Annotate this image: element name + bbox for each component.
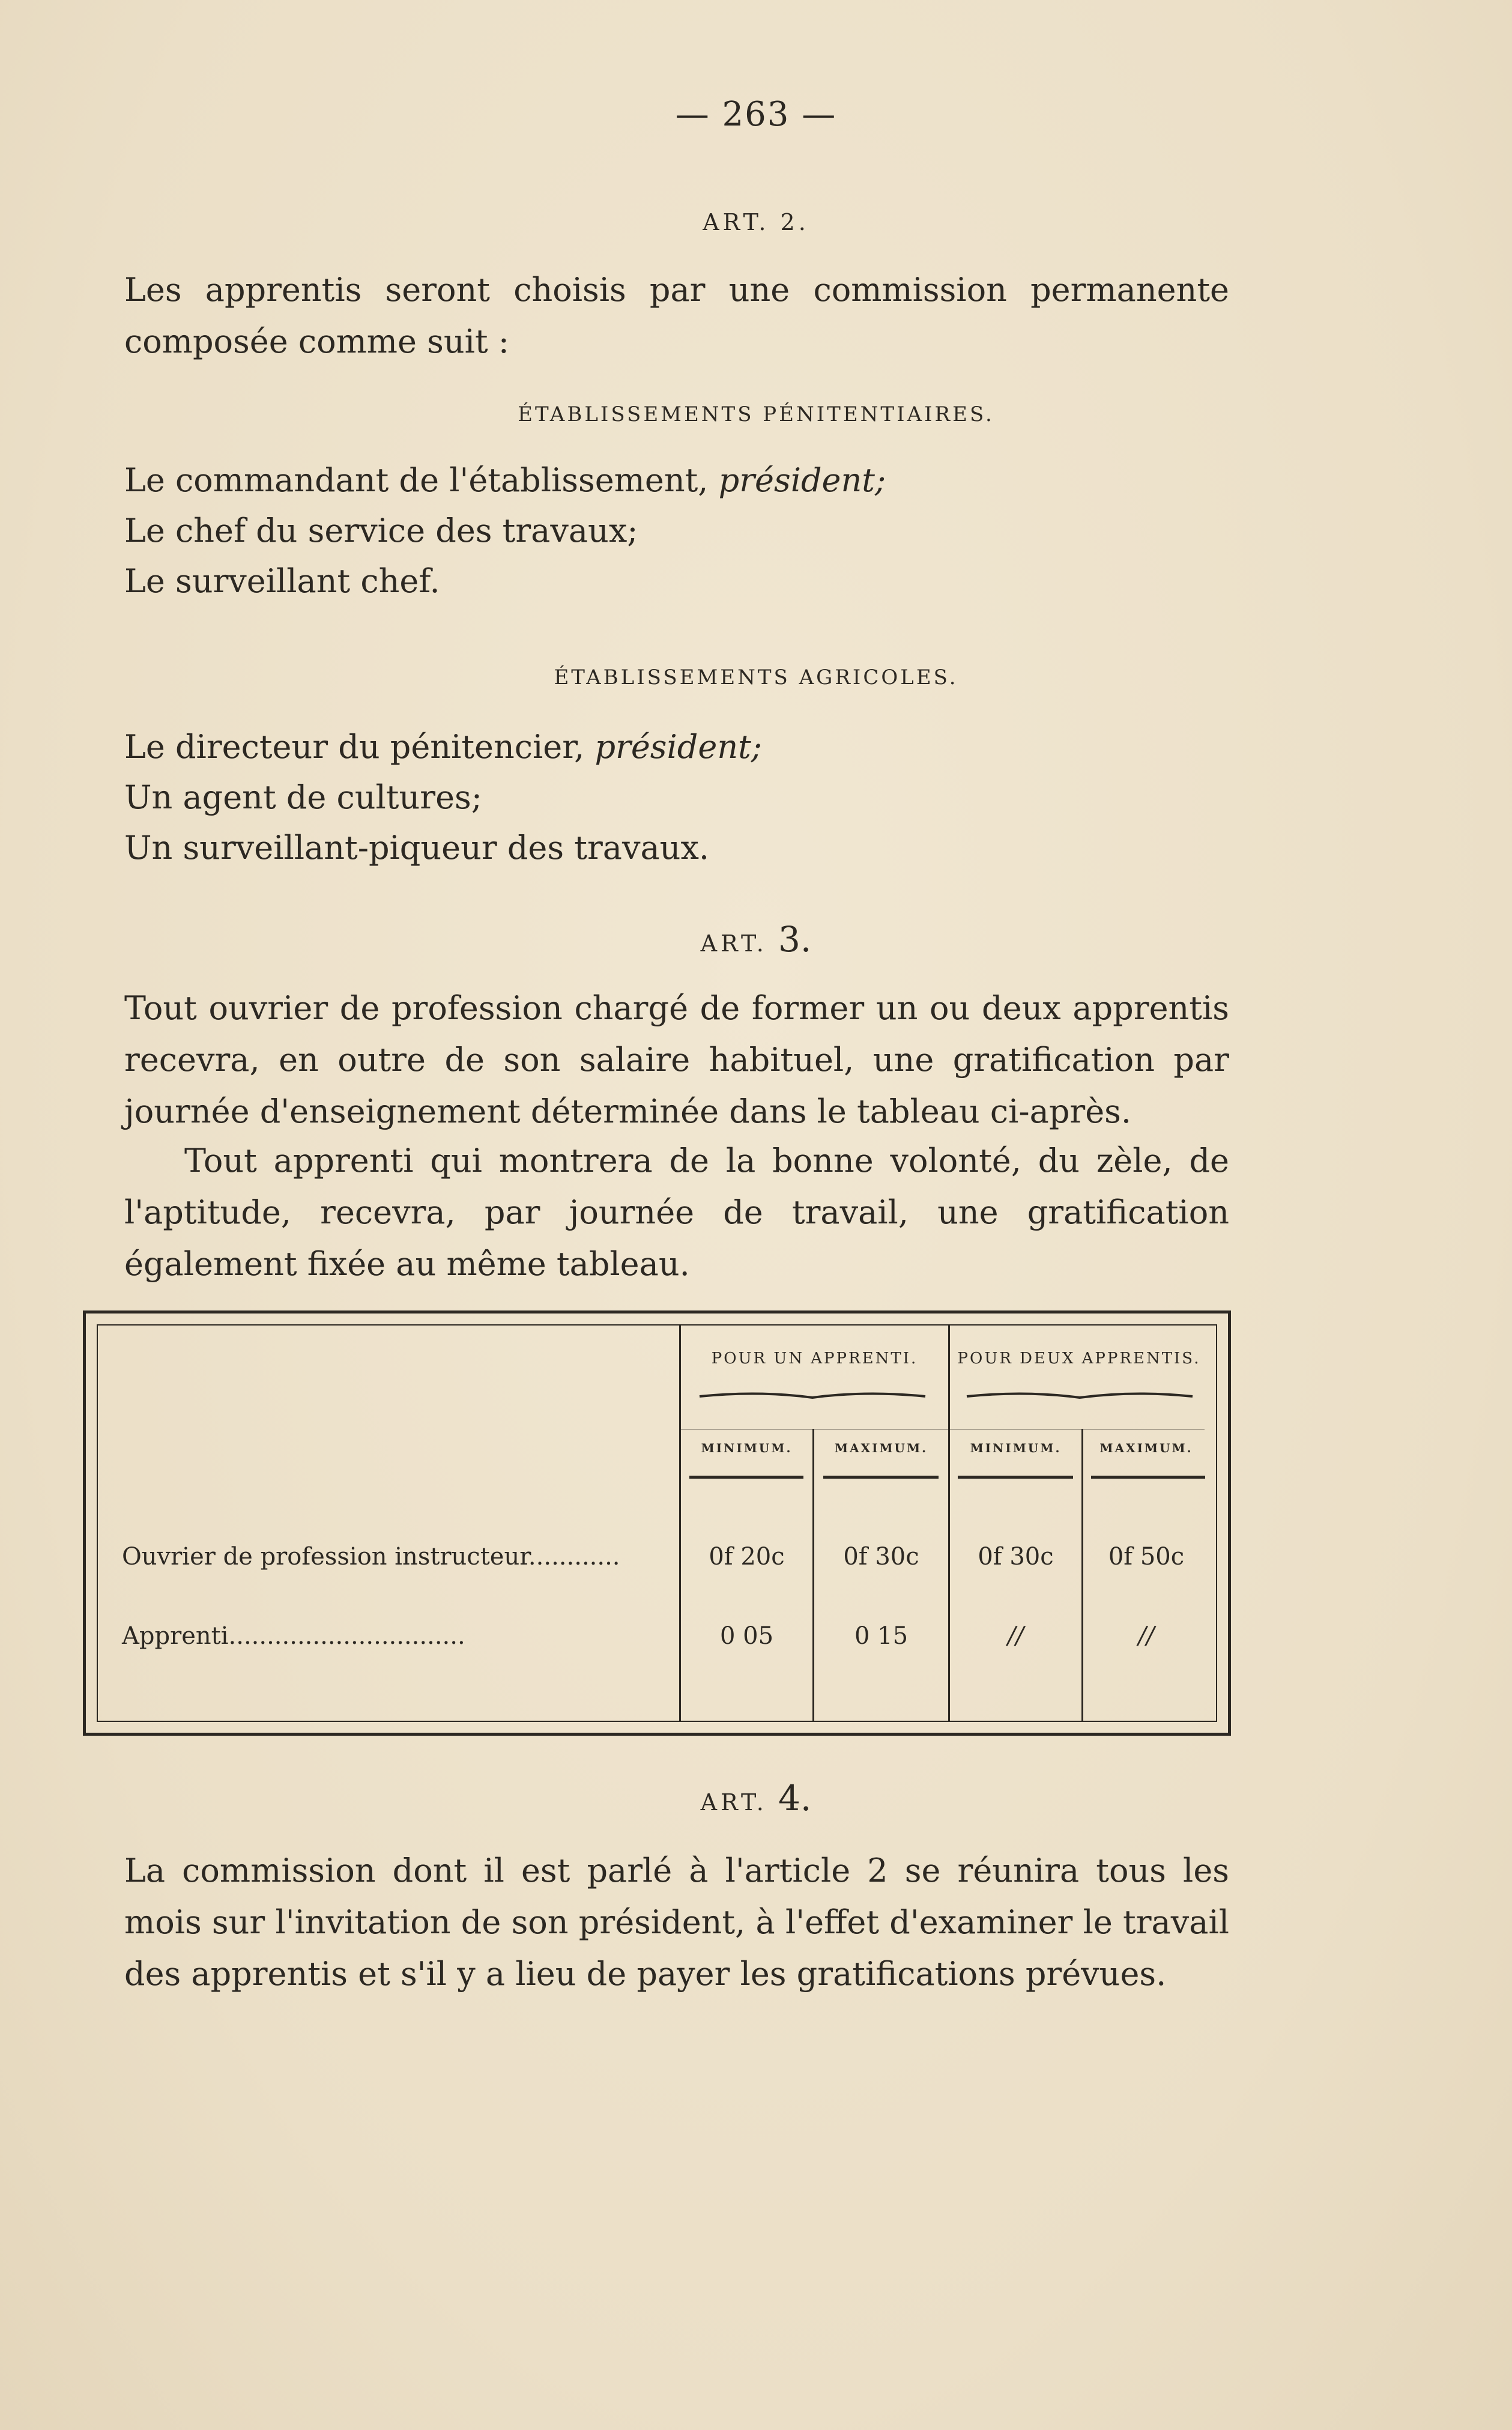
subheader-minimum-1: MINIMUM.: [701, 1441, 793, 1455]
subheader-maximum-1: MAXIMUM.: [834, 1441, 928, 1455]
agricoles-line-3: Un surveillant-piqueur des travaux.: [124, 829, 710, 867]
penitentiaires-line-1: Le commandant de l'établissement, président;: [124, 461, 886, 499]
article-2-heading: ART. 2.: [703, 209, 809, 235]
section-penitentiaires-heading: ÉTABLISSEMENTS PÉNITENTIAIRES.: [518, 402, 994, 426]
article-4-paragraph: La commission dont il est parlé à l'article 2 se réunira tous les mois sur l'invitation de son président, à l'effet d'examiner le travail des apprentis et s'il y a lieu de payer les gratifications prévues.: [124, 1852, 1229, 1993]
subheader-minimum-2: MINIMUM.: [970, 1441, 1062, 1455]
col-separator: [679, 1326, 681, 1721]
page-number: — 263 —: [675, 95, 837, 134]
cell-ouvrier-max-1: 0f 30c: [843, 1543, 919, 1571]
cell-apprenti-max-1: 0 15: [854, 1622, 909, 1650]
row-label-ouvrier: Ouvrier de profession instructeur............: [122, 1543, 620, 1571]
penitentiaires-line-2: Le chef du service des travaux;: [124, 512, 638, 550]
brace-icon: [966, 1388, 1194, 1404]
cell-ouvrier-min-1: 0f 20c: [709, 1543, 785, 1571]
subheader-maximum-2: MAXIMUM.: [1099, 1441, 1193, 1455]
gratification-table: [83, 1310, 1231, 1736]
agricoles-line-2: Un agent de cultures;: [124, 778, 482, 816]
col-separator: [1081, 1429, 1083, 1721]
section-agricoles-heading: ÉTABLISSEMENTS AGRICOLES.: [554, 665, 958, 689]
cell-apprenti-min-2: //: [1008, 1622, 1024, 1650]
table-frame: [97, 1324, 1217, 1722]
article-4-heading: ART. 4.: [700, 1778, 812, 1819]
header-pour-deux-apprentis: POUR DEUX APPRENTIS.: [957, 1350, 1201, 1368]
col-separator: [948, 1326, 950, 1721]
cell-apprenti-min-1: 0 05: [719, 1622, 774, 1650]
subheader-rule: [823, 1476, 939, 1479]
subheader-rule: [1091, 1476, 1205, 1479]
row-label-apprenti: Apprenti...............................: [122, 1622, 465, 1650]
cell-ouvrier-min-2: 0f 30c: [978, 1543, 1054, 1571]
header-pour-un-apprenti: POUR UN APPRENTI.: [711, 1350, 918, 1368]
brace-icon: [698, 1388, 927, 1404]
cell-ouvrier-max-2: 0f 50c: [1108, 1543, 1185, 1571]
article-3-paragraph-1: Tout ouvrier de profession chargé de former un ou deux apprentis recevra, en outre de son salaire habituel, une gratification par journée d'enseignement déterminée dans le tableau ci-après.: [124, 989, 1229, 1130]
col-separator: [812, 1429, 814, 1721]
article-3-heading: ART. 3.: [700, 919, 812, 960]
cell-apprenti-max-2: //: [1138, 1622, 1155, 1650]
subheader-rule: [958, 1476, 1073, 1479]
penitentiaires-line-3: Le surveillant chef.: [124, 562, 440, 600]
article-3-paragraph-2: Tout apprenti qui montrera de la bonne volonté, du zèle, de l'aptitude, recevra, par journée de travail, une gratification également fixée au même tableau.: [124, 1142, 1229, 1283]
subheader-rule: [689, 1476, 803, 1479]
agricoles-line-1: Le directeur du pénitencier, président;: [124, 728, 762, 766]
article-2-intro: Les apprentis seront choisis par une commission permanente composée comme suit :: [124, 271, 1229, 360]
